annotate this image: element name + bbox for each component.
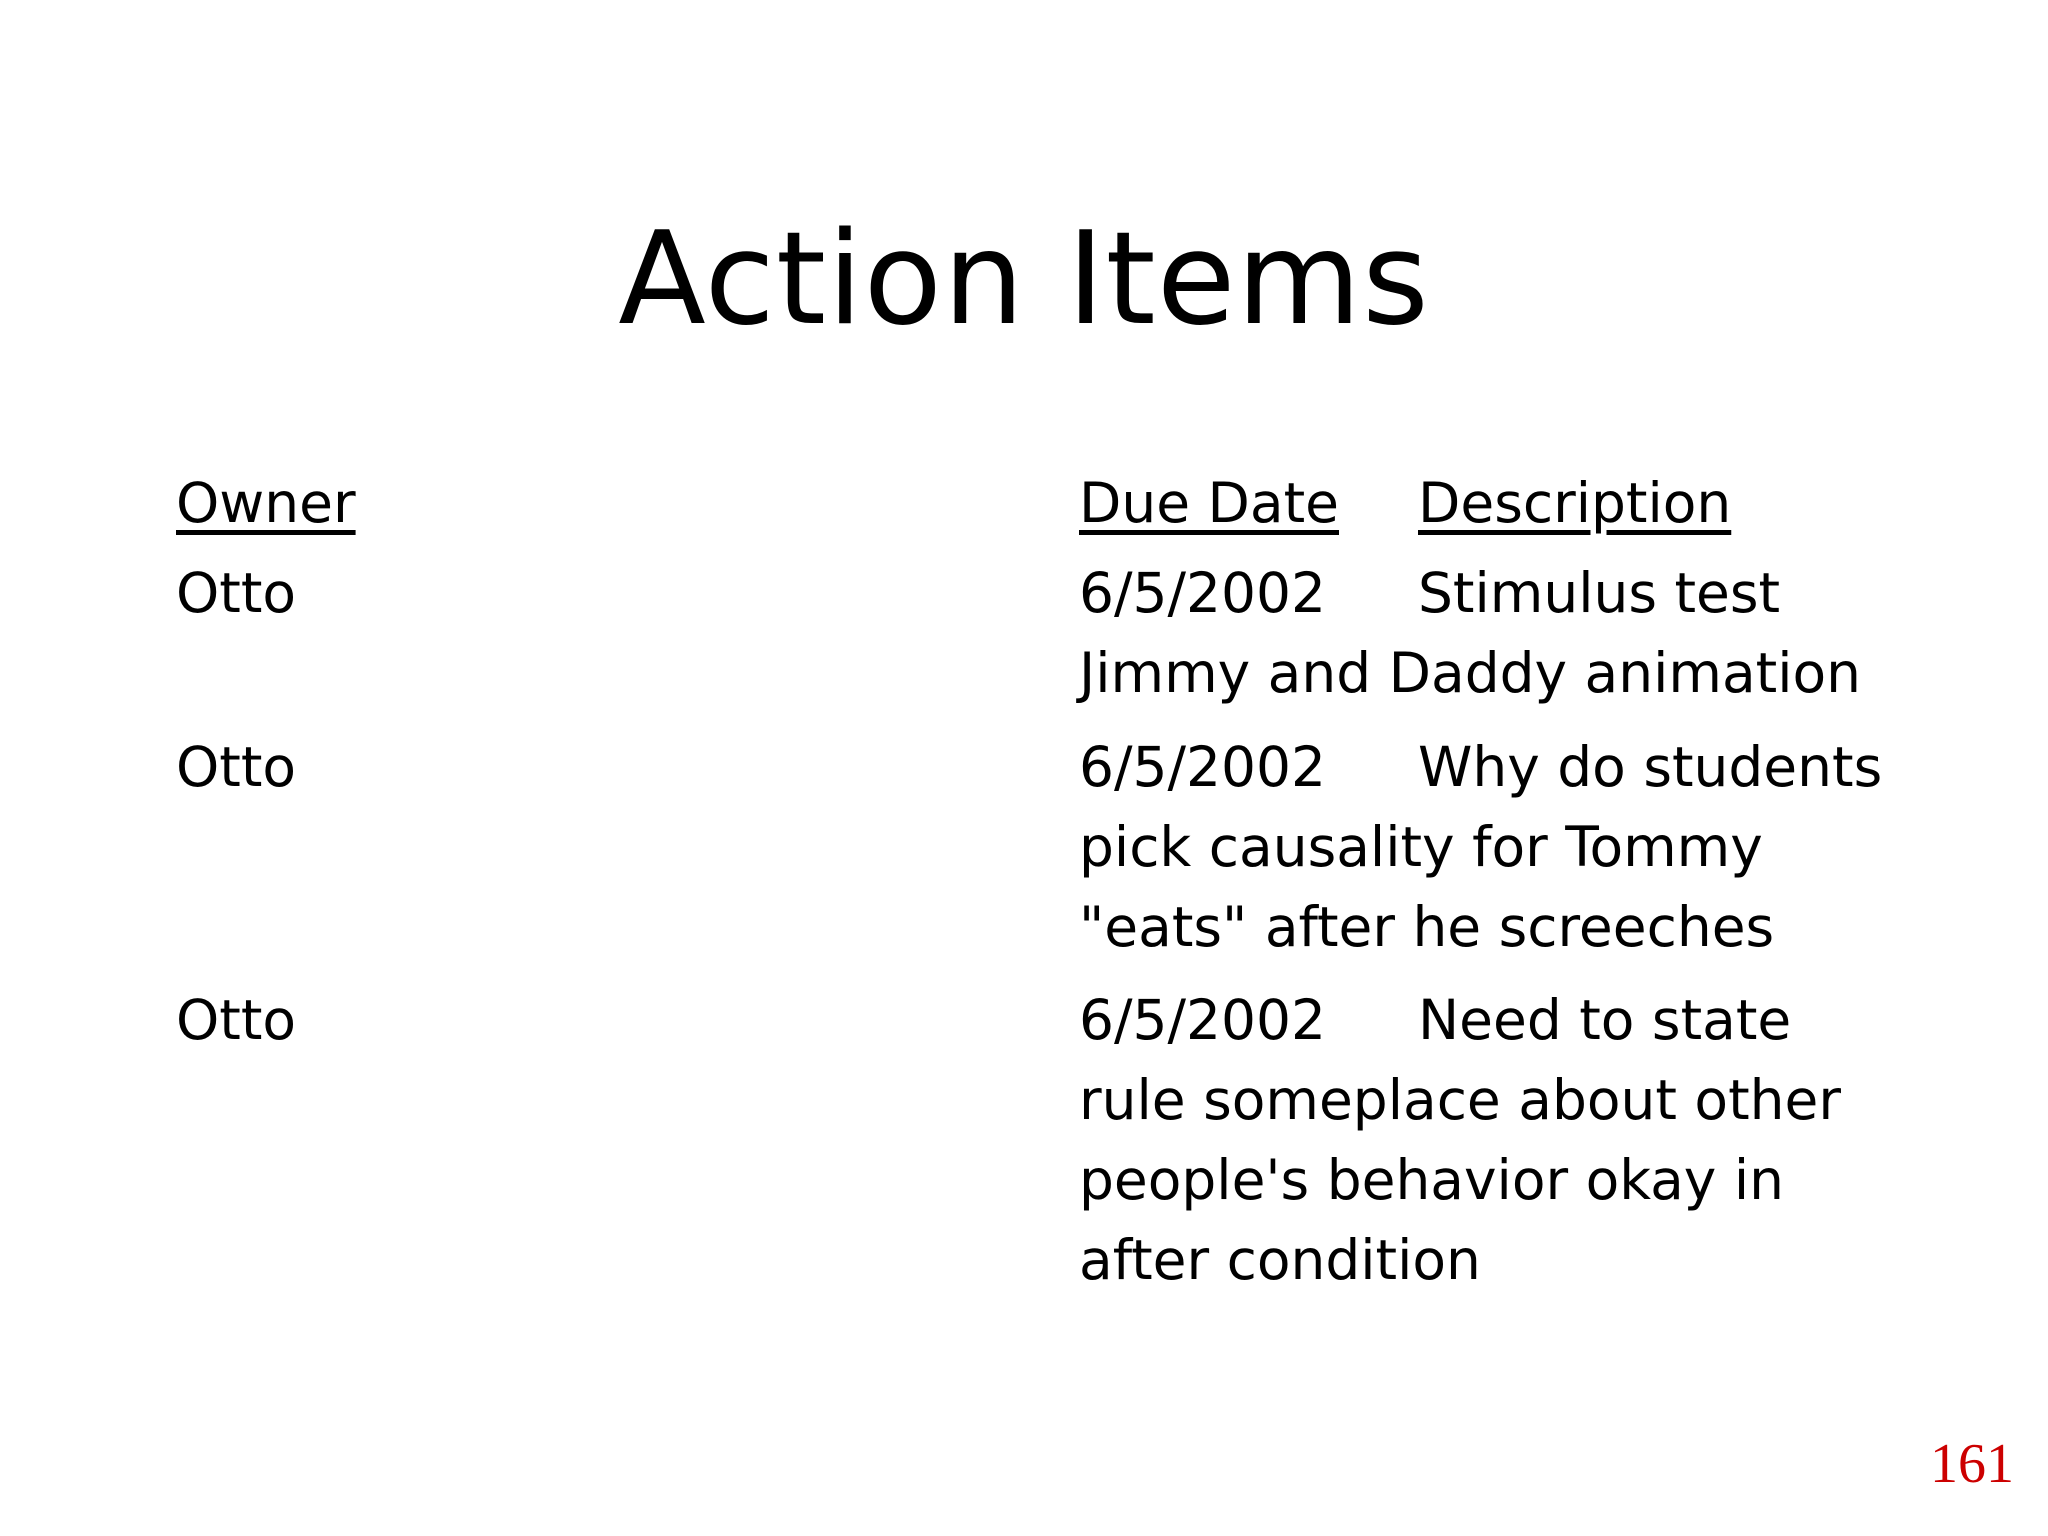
page-number: 161 (1930, 1433, 2014, 1495)
description-column-header: Description (1418, 471, 1732, 535)
owner-column-header: Owner (176, 471, 356, 535)
item-1-owner: Otto (176, 561, 297, 625)
item-2-due-date: 6/5/2002 (1079, 735, 1327, 799)
item-3-owner: Otto (176, 988, 297, 1052)
item-3-description-line-2: rule someplace about other (1079, 1068, 1841, 1132)
item-3-description-line-4: after condition (1079, 1228, 1481, 1292)
item-2-description-line-3: "eats" after he screeches (1079, 895, 1775, 959)
item-1-description: Stimulus test (1418, 561, 1781, 625)
item-1-due-date: 6/5/2002 (1079, 561, 1327, 625)
item-2-owner: Otto (176, 735, 297, 799)
due-date-column-header: Due Date (1079, 471, 1339, 535)
item-2-description: Why do students (1418, 735, 1883, 799)
item-3-due-date: 6/5/2002 (1079, 988, 1327, 1052)
item-3-description: Need to state (1418, 988, 1792, 1052)
slide-title: Action Items (618, 205, 1430, 354)
item-3-description-line-3: people's behavior okay in (1079, 1148, 1784, 1212)
item-2-description-line-2: pick causality for Tommy (1079, 815, 1763, 879)
item-1-description-line-2: Jimmy and Daddy animation (1079, 641, 1862, 705)
